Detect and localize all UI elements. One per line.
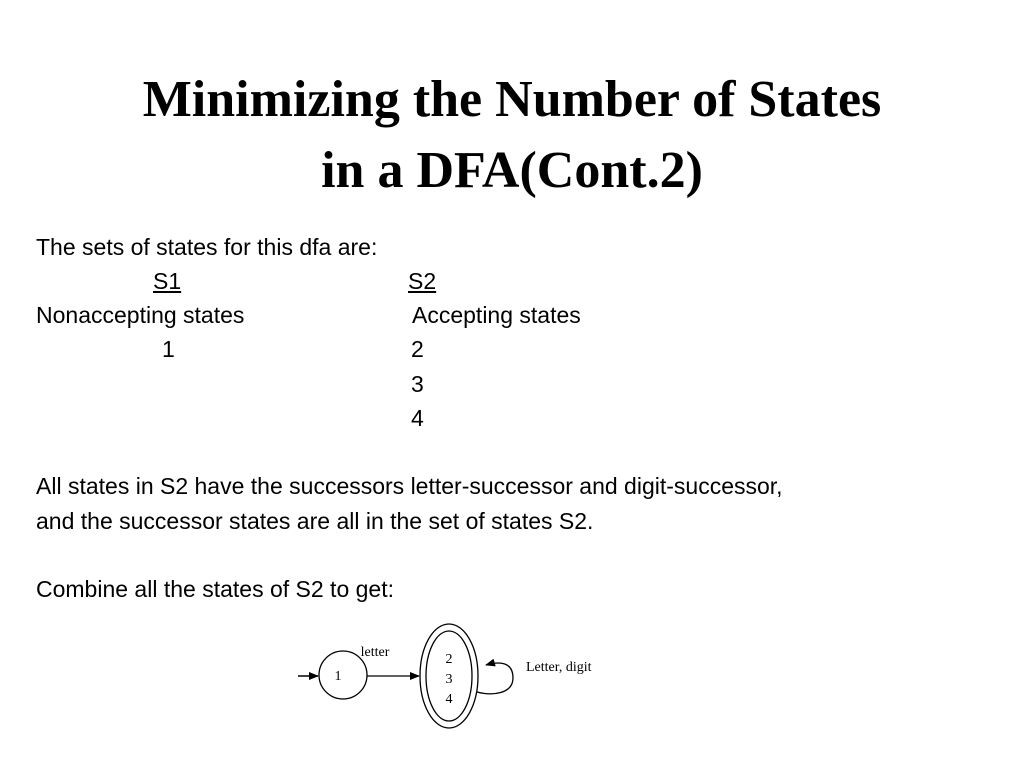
merged-state-inner-ring	[426, 631, 472, 721]
intro-text: The sets of states for this dfa are:	[36, 234, 378, 260]
combine-text: Combine all the states of S2 to get:	[36, 576, 394, 602]
merged-state-label: 4	[445, 692, 453, 707]
set-s2-name: S2	[408, 268, 437, 294]
set-s2-state: 3	[411, 371, 424, 397]
set-s2-state: 4	[411, 405, 424, 431]
self-loop-arrow	[477, 663, 513, 694]
slide-title-line-2: in a DFA(Cont.2)	[321, 142, 703, 199]
self-loop-label: Letter, digit	[526, 660, 592, 675]
slide-title-line-1: Minimizing the Number of States	[142, 71, 882, 128]
merged-state-label: 3	[445, 672, 453, 687]
state-1-circle	[319, 651, 367, 699]
set-s1-name: S1	[153, 268, 182, 294]
set-s2-state: 2	[411, 336, 424, 362]
merged-state-outer-ring	[420, 624, 478, 728]
set-s1-label: Nonaccepting states	[36, 302, 245, 328]
paragraph-line-2: and the successor states are all in the set of states S2.	[36, 508, 594, 534]
state-1-label: 1	[334, 669, 342, 684]
merged-state-label: 2	[445, 652, 453, 667]
set-s2-label: Accepting states	[412, 302, 581, 328]
paragraph-line-1: All states in S2 have the successors letter-successor and digit-successor,	[36, 473, 783, 499]
set-s1-state: 1	[162, 336, 175, 362]
letter-transition-label: letter	[360, 645, 390, 660]
